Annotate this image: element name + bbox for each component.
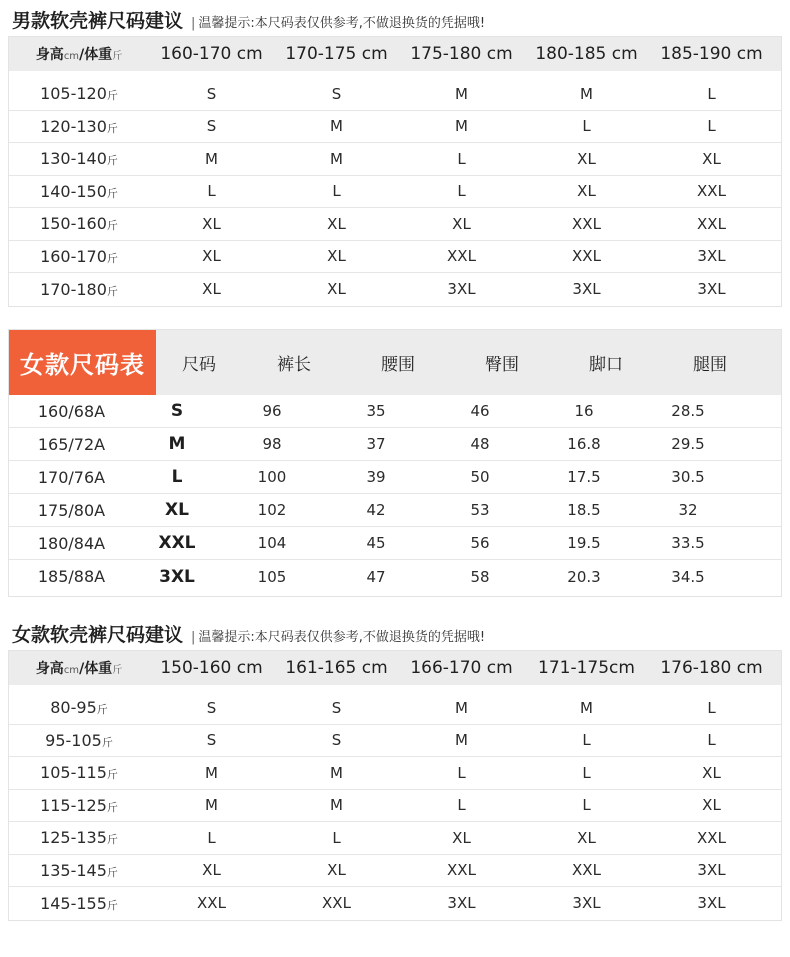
weight-cell: 105-115斤 — [40, 763, 118, 783]
table-row — [9, 494, 781, 527]
spec-cell: 180/84A — [37, 533, 106, 553]
size-cell: L — [457, 182, 466, 201]
measure-cell: 16 — [574, 402, 594, 420]
women-title: 女款软壳裤尺码建议 — [12, 624, 184, 646]
size-cell: XL — [327, 214, 346, 233]
weight-cell: 170-180斤 — [40, 279, 118, 299]
size-cell: XL — [202, 861, 221, 880]
table-row — [9, 527, 781, 560]
size-cell: M — [330, 149, 343, 168]
weight-cell: 105-120斤 — [40, 84, 118, 104]
size-cell: M — [330, 763, 343, 782]
size-cell: M — [330, 796, 343, 815]
size-cell: 3XL — [572, 280, 601, 299]
measure-cell: 58 — [470, 567, 490, 586]
weight-cell: 160-170斤 — [40, 246, 118, 266]
men-title: 男款软壳裤尺码建议 — [12, 10, 184, 32]
measure-cell: 33.5 — [671, 534, 705, 552]
table-row — [9, 822, 781, 855]
measure-cell: 34.5 — [671, 567, 705, 586]
size-cell: L — [207, 182, 216, 201]
size-cell: L — [171, 467, 183, 487]
size-cell: 3XL — [697, 894, 726, 913]
column-header: 腿围 — [693, 355, 727, 375]
weight-cell: 125-135斤 — [40, 828, 118, 848]
spec-cell: 185/88A — [37, 567, 106, 586]
weight-cell: 95-105斤 — [45, 730, 113, 750]
measure-cell: 37 — [366, 435, 386, 453]
size-cell: S — [206, 84, 217, 103]
measure-cell: 53 — [470, 501, 490, 519]
column-header: 臀围 — [485, 355, 519, 375]
size-cell: L — [457, 149, 466, 168]
measure-cell: 45 — [366, 534, 386, 552]
table-row — [9, 78, 781, 111]
men-section-title — [12, 6, 485, 33]
table-row — [9, 395, 781, 428]
table-row — [9, 887, 781, 920]
measure-cell: 19.5 — [567, 534, 601, 552]
size-cell: L — [707, 117, 716, 136]
size-cell: L — [582, 731, 591, 750]
size-cell: S — [170, 401, 184, 421]
size-cell: 3XL — [447, 894, 476, 913]
size-cell: XL — [577, 828, 596, 847]
size-cell: XL — [202, 280, 221, 299]
size-cell: M — [580, 84, 593, 103]
column-header: 150-160 cm — [160, 658, 263, 678]
size-cell: L — [457, 763, 466, 782]
column-header: 160-170 cm — [160, 44, 263, 64]
column-header: 166-170 cm — [410, 658, 513, 678]
women-tip: | 温馨提示:本尺码表仅供参考,不做退换货的凭据哦! — [191, 630, 486, 645]
column-header: 161-165 cm — [285, 658, 388, 678]
men-size-table — [8, 36, 782, 307]
size-cell: M — [205, 763, 218, 782]
size-cell: XL — [577, 182, 596, 201]
size-cell: M — [580, 698, 593, 717]
weight-cell: 115-125斤 — [40, 795, 118, 815]
men-tip: | 温馨提示:本尺码表仅供参考,不做退换货的凭据哦! — [191, 16, 486, 31]
size-cell: M — [205, 149, 218, 168]
size-cell: L — [457, 796, 466, 815]
women-fit-table — [8, 650, 782, 921]
size-cell: XXL — [697, 214, 726, 233]
weight-cell: 130-140斤 — [40, 149, 118, 169]
size-cell: L — [582, 117, 591, 136]
table-row — [9, 692, 781, 725]
column-header: 裤长 — [277, 355, 311, 375]
spec-cell: 170/76A — [37, 467, 106, 487]
table-row — [9, 428, 781, 461]
measure-cell: 20.3 — [567, 567, 601, 586]
column-header: 175-180 cm — [410, 44, 513, 64]
size-cell: XXL — [572, 861, 601, 880]
measure-cell: 30.5 — [671, 468, 705, 486]
size-cell: M — [168, 434, 186, 454]
size-cell: L — [582, 796, 591, 815]
measure-cell: 50 — [470, 468, 490, 486]
table-row — [9, 241, 781, 274]
corner-header: 身高cm/体重斤 — [35, 47, 123, 63]
measure-cell: 18.5 — [567, 501, 601, 519]
size-cell: 3XL — [447, 280, 476, 299]
measure-cell: 39 — [366, 468, 386, 486]
size-cell: XL — [702, 149, 721, 168]
size-cell: 3XL — [572, 894, 601, 913]
size-cell: 3XL — [697, 280, 726, 299]
measure-cell: 96 — [262, 402, 282, 420]
size-cell: S — [331, 731, 342, 750]
size-cell: XL — [202, 247, 221, 266]
size-cell: M — [455, 117, 468, 136]
women-size-header — [9, 330, 781, 395]
table-row — [9, 208, 781, 241]
women-table-body — [9, 692, 781, 920]
size-cell: XXL — [697, 828, 726, 847]
measure-cell: 100 — [257, 468, 287, 486]
table-row — [9, 790, 781, 823]
size-cell: L — [582, 763, 591, 782]
measure-cell: 48 — [470, 435, 490, 453]
size-cell: M — [330, 117, 343, 136]
size-cell: S — [331, 84, 342, 103]
size-cell: L — [332, 182, 341, 201]
column-header: 腰围 — [381, 355, 415, 375]
size-cell: XL — [327, 247, 346, 266]
table-row — [9, 560, 781, 593]
table-row — [9, 461, 781, 494]
weight-cell: 140-150斤 — [40, 181, 118, 201]
column-header: 176-180 cm — [660, 658, 763, 678]
size-cell: M — [455, 84, 468, 103]
size-cell: 3XL — [697, 247, 726, 266]
size-cell: S — [206, 731, 217, 750]
measure-cell: 17.5 — [567, 468, 601, 486]
size-cell: XXL — [447, 861, 476, 880]
size-cell: 3XL — [159, 566, 195, 587]
size-cell: S — [206, 698, 217, 717]
size-cell: M — [455, 731, 468, 750]
spec-cell: 175/80A — [37, 500, 106, 520]
size-cell: XXL — [158, 533, 196, 553]
size-cell: 3XL — [697, 861, 726, 880]
size-cell: S — [331, 698, 342, 717]
spec-cell: 165/72A — [37, 434, 106, 454]
size-cell: XL — [165, 500, 189, 520]
size-cell: M — [455, 698, 468, 717]
men-table-header — [9, 37, 781, 71]
column-header: 尺码 — [182, 355, 216, 375]
size-cell: XL — [327, 280, 346, 299]
size-cell: S — [206, 117, 217, 136]
size-cell: XL — [327, 861, 346, 880]
measure-cell: 98 — [262, 435, 282, 453]
men-table-body — [9, 78, 781, 306]
size-cell: XXL — [197, 894, 226, 913]
women-table-header — [9, 651, 781, 685]
size-cell: XXL — [697, 182, 726, 201]
weight-cell: 145-155斤 — [40, 893, 118, 913]
table-row — [9, 855, 781, 888]
women-size-badge: 女款尺码表 — [9, 330, 156, 395]
measure-cell: 29.5 — [671, 435, 705, 453]
size-cell: L — [707, 731, 716, 750]
size-cell: L — [707, 84, 716, 103]
measure-cell: 102 — [257, 501, 287, 519]
weight-cell: 120-130斤 — [40, 116, 118, 136]
weight-cell: 135-145斤 — [40, 860, 118, 880]
size-cell: XL — [452, 828, 471, 847]
measure-cell: 42 — [366, 501, 386, 519]
size-cell: L — [332, 828, 341, 847]
size-cell: M — [205, 796, 218, 815]
column-header: 185-190 cm — [660, 44, 763, 64]
table-row — [9, 725, 781, 758]
measure-cell: 104 — [257, 534, 287, 552]
size-cell: XXL — [572, 214, 601, 233]
measure-cell: 35 — [366, 402, 386, 420]
size-cell: XL — [577, 149, 596, 168]
size-cell: L — [707, 698, 716, 717]
women-section-title — [12, 620, 485, 647]
size-cell: XL — [452, 214, 471, 233]
measure-cell: 28.5 — [671, 402, 705, 420]
size-cell: L — [207, 828, 216, 847]
size-cell: XL — [202, 214, 221, 233]
measure-cell: 56 — [470, 534, 490, 552]
table-row — [9, 111, 781, 144]
table-row — [9, 273, 781, 306]
column-header: 180-185 cm — [535, 44, 638, 64]
women-size-chart — [8, 329, 782, 597]
column-header: 171-175cm — [538, 658, 635, 678]
size-cell: XXL — [322, 894, 351, 913]
table-row — [9, 176, 781, 209]
measure-cell: 105 — [257, 567, 287, 586]
size-cell: XL — [702, 763, 721, 782]
column-header: 170-175 cm — [285, 44, 388, 64]
measure-cell: 46 — [470, 402, 490, 420]
size-cell: XXL — [447, 247, 476, 266]
measure-cell: 16.8 — [567, 435, 601, 453]
size-cell: XXL — [572, 247, 601, 266]
size-cell: XL — [702, 796, 721, 815]
measure-cell: 32 — [678, 501, 698, 519]
measure-cell: 47 — [366, 567, 386, 586]
table-row — [9, 143, 781, 176]
women-size-body — [9, 395, 781, 593]
spec-cell: 160/68A — [37, 401, 106, 421]
column-header: 脚口 — [589, 355, 623, 375]
weight-cell: 150-160斤 — [40, 214, 118, 234]
weight-cell: 80-95斤 — [50, 698, 108, 718]
corner-header: 身高cm/体重斤 — [35, 661, 123, 677]
table-row — [9, 757, 781, 790]
